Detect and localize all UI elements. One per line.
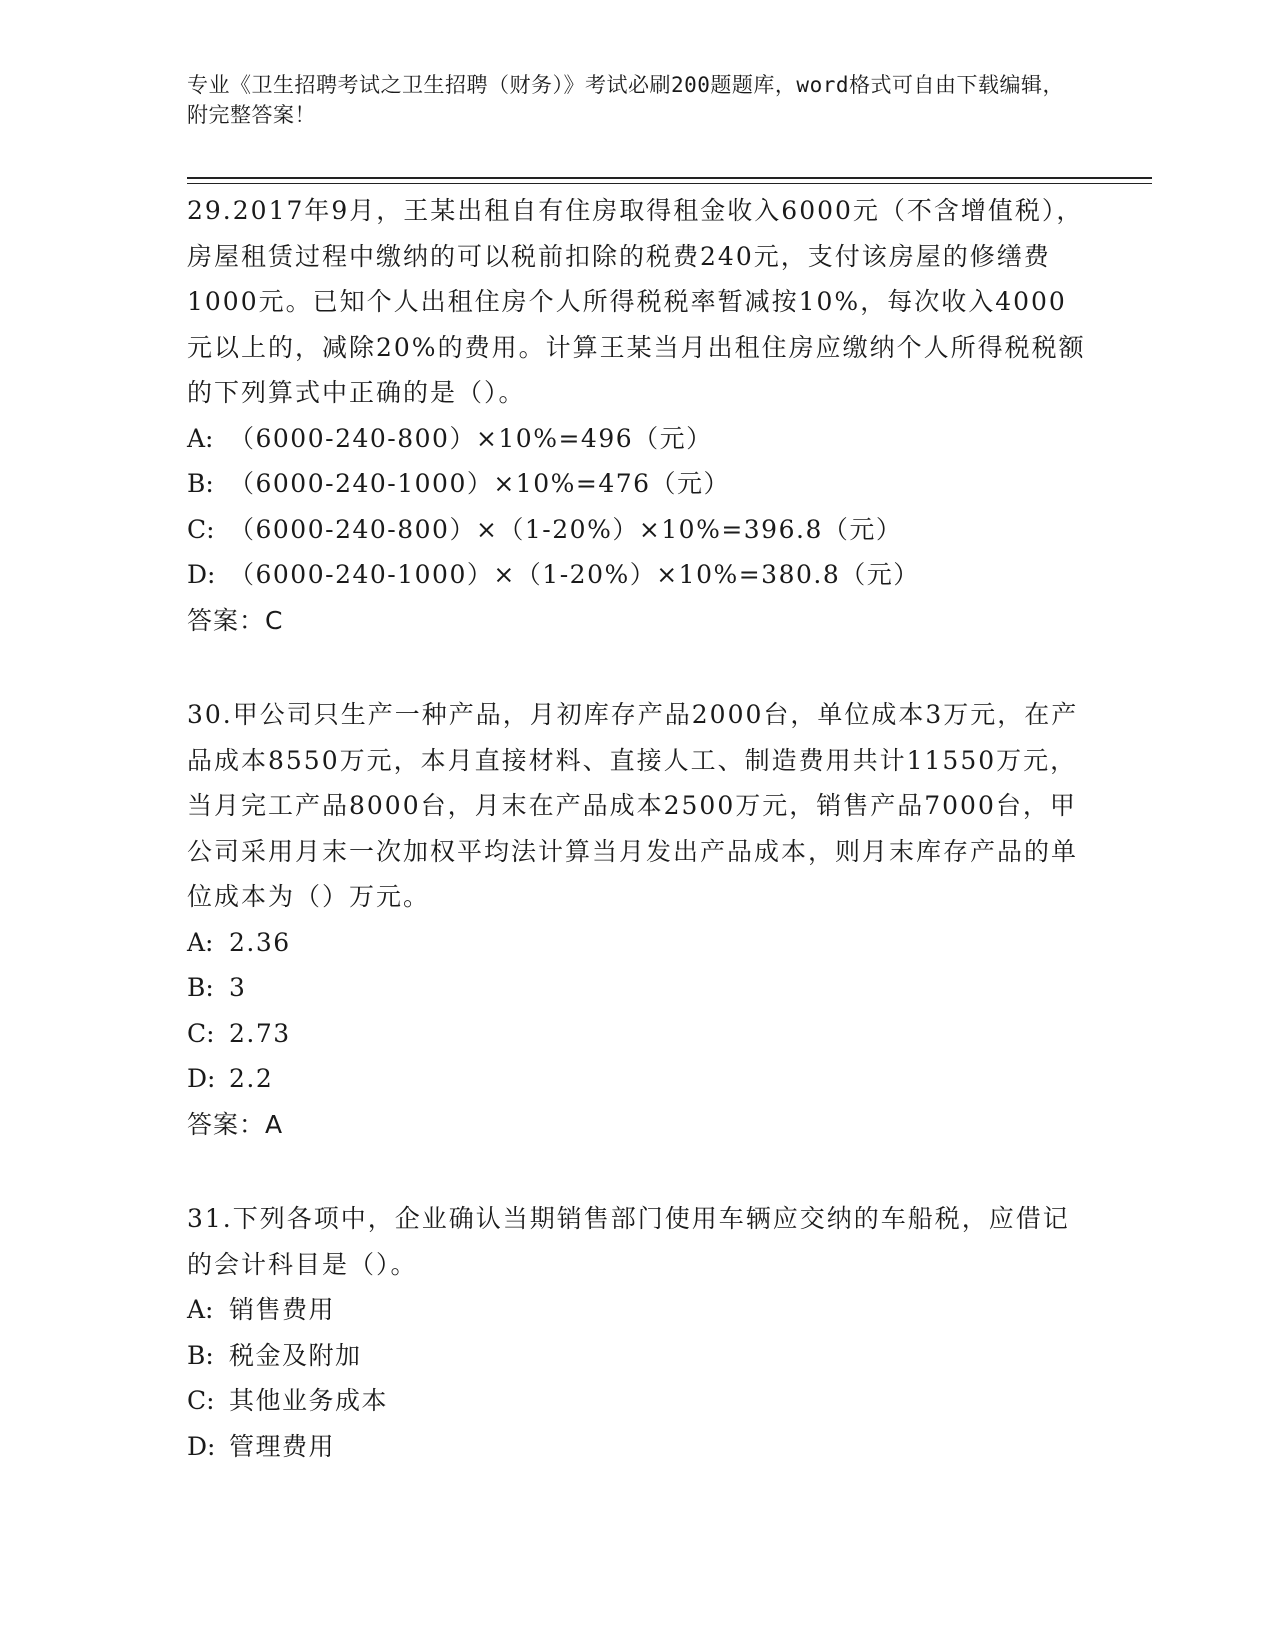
option-letter: A: [187,1295,214,1324]
option-c [187,507,1087,553]
option-letter: D: [187,1431,216,1461]
option-text: 2.2 [229,1064,274,1093]
question-list [187,188,1087,1518]
question-stem: 29.2017年9月，王某出租自有住房取得租金收入6000元（不含增值税），房屋租赁过程中缴纳的可以税前扣除的税费240元，支付该房屋的修缮费1000元。已知个人出租住房个人所得税税率暂减按10%，每次收入4000元以上的，减除20%的费用。计算王某当月出租住房应缴纳个人所得税税额的下列算式中正确的是（）。 [187,196,1086,407]
option-letter: B: [187,469,214,498]
option-b [187,1333,1087,1379]
option-text: （6000-240-800）×10%=496（元） [229,423,713,453]
option-letter: A: [187,927,214,957]
answer-label: 答案：A [187,1109,284,1139]
option-a [187,1287,1087,1333]
option-letter: B: [187,973,214,1002]
option-text: （6000-240-800）×（1-20%）×10%=396.8（元） [229,514,903,544]
option-letter: C: [187,1386,215,1415]
option-text: 税金及附加 [229,1340,362,1370]
question-30 [187,692,1087,1147]
option-text: （6000-240-1000）×（1-20%）×10%=380.8（元） [229,560,920,589]
header-divider-thick [187,177,1152,179]
option-letter: A: [187,423,214,453]
option-text: 3 [229,973,247,1002]
option-text: 其他业务成本 [229,1386,389,1415]
question-29 [187,188,1087,643]
option-d [187,1424,1087,1470]
option-letter: D: [187,1064,216,1093]
header-divider-thin [187,183,1152,184]
option-c [187,1011,1087,1057]
option-letter: D: [187,560,216,589]
option-text: 2.36 [229,927,291,957]
option-text: 管理费用 [229,1431,336,1461]
option-b [187,461,1087,507]
option-d [187,552,1087,598]
option-text: （6000-240-1000）×10%=476（元） [229,469,731,498]
option-b [187,965,1087,1011]
question-stem: 31.下列各项中，企业确认当期销售部门使用车辆应交纳的车船税，应借记的会计科目是（）。 [187,1204,1070,1279]
answer-label: 答案：C [187,605,284,635]
question-stem: 30.甲公司只生产一种产品，月初库存产品2000台，单位成本3万元，在产品成本8550万元，本月直接材料、直接人工、制造费用共计11550万元，当月完工产品8000台，月末在产品成本2500万元，销售产品7000台，甲公司采用月末一次加权平均法计算当月发出产品成本，则月末库存产品的单位成本为（）万元。 [187,700,1079,911]
question-31 [187,1196,1087,1469]
option-letter: C: [187,514,215,544]
option-d [187,1056,1087,1102]
option-c [187,1378,1087,1424]
option-letter: B: [187,1340,214,1370]
option-letter: C: [187,1018,215,1048]
option-a [187,416,1087,462]
page-header: 专业《卫生招聘考试之卫生招聘（财务）》考试必刷200题题库，word格式可自由下载编辑，附完整答案！ [187,73,1064,127]
option-text: 销售费用 [229,1295,336,1324]
option-a [187,920,1087,966]
option-text: 2.73 [229,1018,291,1048]
